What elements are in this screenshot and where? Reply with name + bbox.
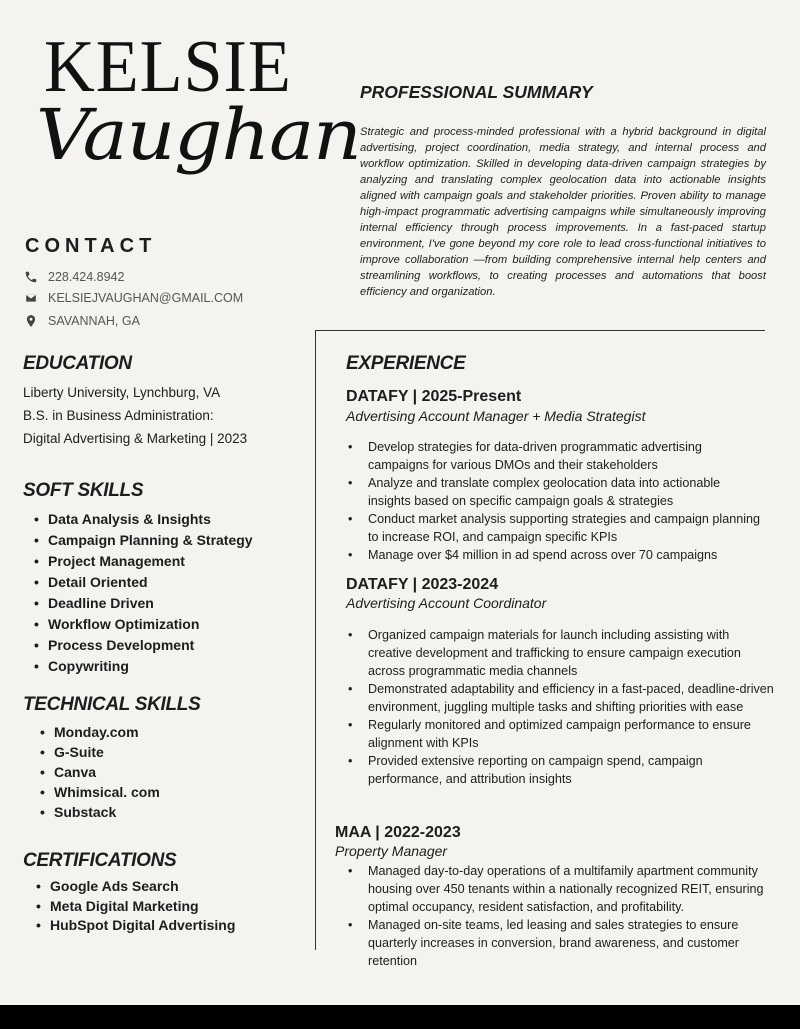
- job-title: DATAFY | 2023-2024: [346, 576, 499, 593]
- education-major: Digital Advertising & Marketing | 2023: [23, 431, 248, 446]
- list-item: • Campaign Planning & Strategy: [34, 530, 253, 551]
- list-item: • Substack: [40, 802, 160, 822]
- footer-bar: [0, 1005, 800, 1029]
- job-bullets: [346, 862, 766, 970]
- technical-skills-list: [40, 722, 160, 822]
- certifications-list: [36, 877, 235, 936]
- list-item: • Managed on-site teams, led leasing and sales strategies to ensure quarterly increases in conversion, brand awareness, and customer retention: [346, 916, 766, 970]
- contact-email-row: [24, 291, 243, 305]
- list-item: • Google Ads Search: [36, 877, 235, 897]
- list-item: • Meta Digital Marketing: [36, 897, 235, 917]
- list-item: • HubSpot Digital Advertising: [36, 916, 235, 936]
- list-item: • Detail Oriented: [34, 572, 253, 593]
- list-item: • Canva: [40, 762, 160, 782]
- divider-vertical: [315, 330, 316, 950]
- phone-icon: [24, 270, 38, 284]
- list-item: • Demonstrated adaptability and efficiency in a fast-paced, deadline-driven environment, juggling multiple tasks and shifting priorities with ease: [346, 680, 774, 716]
- list-item: • Conduct market analysis supporting strategies and campaign planning to increase ROI, and campaign specific KPIs: [346, 510, 766, 546]
- list-item: • Whimsical. com: [40, 782, 160, 802]
- contact-location-row: [24, 314, 140, 328]
- experience-heading: EXPERIENCE: [346, 353, 466, 374]
- location: SAVANNAH, GA: [48, 314, 140, 328]
- job-bullets: [346, 438, 766, 564]
- list-item: • Managed day-to-day operations of a multifamily apartment community housing over 450 tenants within a nationally recognized REIT, ensuring optimal occupancy, resident satisfaction, and profitability.: [346, 862, 766, 916]
- education-heading: EDUCATION: [23, 353, 132, 374]
- mail-icon: [24, 291, 38, 305]
- list-item: • Provided extensive reporting on campaign spend, campaign performance, and attribution insights: [346, 752, 774, 788]
- phone-number: 228.424.8942: [48, 270, 125, 284]
- list-item: • Analyze and translate complex geolocation data into actionable insights based on specific campaign goals & strategies: [346, 474, 766, 510]
- job-role: Advertising Account Coordinator: [346, 595, 547, 611]
- job-bullets: [346, 626, 774, 788]
- job-role: Advertising Account Manager + Media Strategist: [346, 408, 646, 424]
- list-item: • Workflow Optimization: [34, 614, 253, 635]
- education-school: Liberty University, Lynchburg, VA: [23, 385, 221, 400]
- job-title: MAA | 2022-2023: [335, 824, 461, 841]
- list-item: • Process Development: [34, 635, 253, 656]
- email-address[interactable]: KELSIEJVAUGHAN@GMAIL.COM: [48, 291, 244, 305]
- list-item: • Manage over $4 million in ad spend across over 70 campaigns: [346, 546, 766, 564]
- location-pin-icon: [24, 314, 38, 328]
- summary-heading: PROFESSIONAL SUMMARY: [360, 82, 593, 102]
- first-name: KELSIE: [44, 26, 292, 108]
- contact-phone-row: [24, 270, 124, 284]
- list-item: • Copywriting: [34, 656, 253, 677]
- contact-heading: CONTACT: [25, 235, 157, 257]
- technical-skills-heading: TECHNICAL SKILLS: [23, 694, 201, 715]
- job-title: DATAFY | 2025-Present: [346, 388, 522, 405]
- job-role: Property Manager: [335, 843, 448, 859]
- soft-skills-list: [34, 509, 253, 677]
- list-item: • G-Suite: [40, 742, 160, 762]
- soft-skills-heading: SOFT SKILLS: [23, 480, 144, 501]
- list-item: • Project Management: [34, 551, 253, 572]
- last-name: Vaughan: [36, 94, 361, 176]
- list-item: • Organized campaign materials for launch including assisting with creative development and trafficking to ensure campaign execution across programmatic media channels: [346, 626, 774, 680]
- certifications-heading: CERTIFICATIONS: [23, 850, 177, 871]
- divider-horizontal: [315, 330, 765, 331]
- list-item: • Regularly monitored and optimized campaign performance to ensure alignment with KPIs: [346, 716, 774, 752]
- list-item: • Deadline Driven: [34, 593, 253, 614]
- list-item: • Develop strategies for data-driven programmatic advertising campaigns for various DMOs and their stakeholders: [346, 438, 766, 474]
- education-degree: B.S. in Business Administration:: [23, 408, 214, 423]
- summary-text: Strategic and process-minded professional with a hybrid background in digital advertising, project coordination, media strategy, and internal process and workflow optimization. Skilled in developing data-driven campaign strategies by analyzing and translating complex geolocation data into actionable insights aligned with campaign goals and stakeholder priorities. Proven ability to manage high-impact programmatic advertising campaigns while simultaneously improving internal efficiency through process improvements. In a fast-paced startup environment, I've gone beyond my core role to lead cross-functional initiatives to improve collaboration —from building comprehensive internal help centers and streamlining workflows, to creating processes and automations that boost efficiency and organization.: [360, 126, 766, 298]
- list-item: • Monday.com: [40, 722, 160, 742]
- list-item: • Data Analysis & Insights: [34, 509, 253, 530]
